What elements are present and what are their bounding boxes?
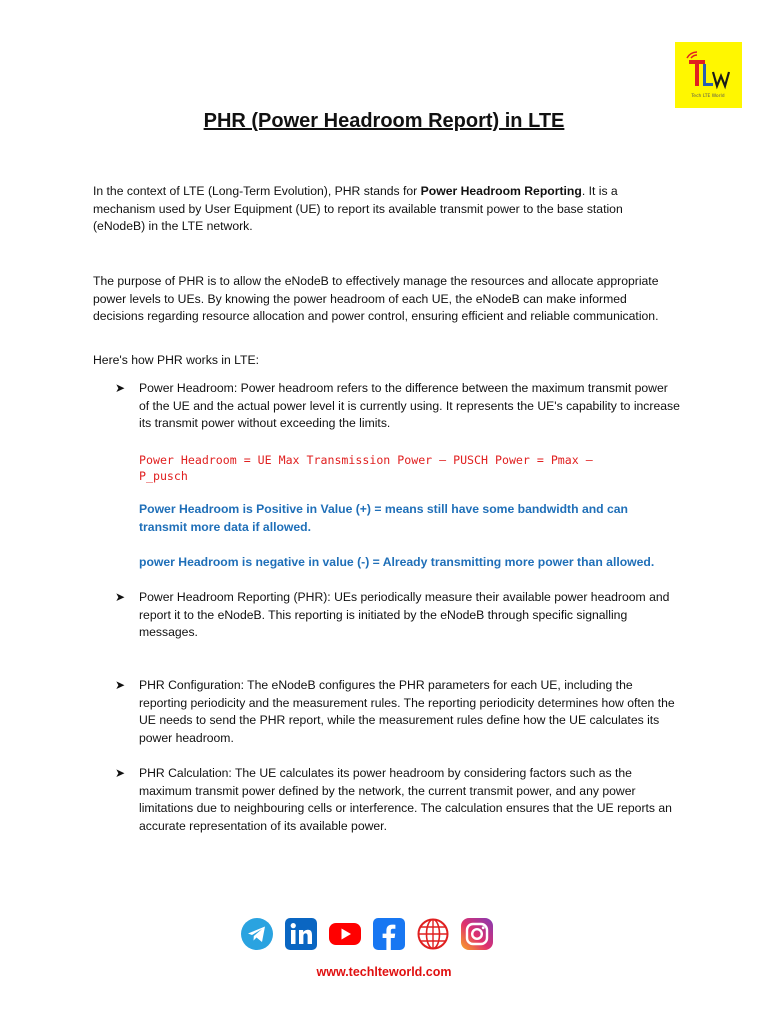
how-it-works-heading: Here's how PHR works in LTE: [93, 353, 260, 367]
list-item [115, 380, 680, 433]
telegram-icon[interactable] [240, 917, 274, 951]
list-item-text: PHR Calculation: The UE calculates its power headroom by considering factors such as the maximum transmit power defined by the network, the current transmit power, and any power limitations due to neighbouring cells or interference. The calculation ensures that the UE reports an accurate representation of its available power. [139, 766, 672, 833]
list-item [115, 765, 680, 835]
facebook-icon[interactable] [372, 917, 406, 951]
arrow-bullet-icon: ➤ [115, 590, 126, 604]
intro-text-a: In the context of LTE (Long-Term Evolution), PHR stands for [93, 184, 421, 198]
social-links [240, 917, 496, 951]
arrow-bullet-icon: ➤ [115, 678, 126, 692]
list-item-text: PHR Configuration: The eNodeB configures the PHR parameters for each UE, including the reporting periodicity and the measurement rules. The reporting periodicity determines how often the UE needs to send the PHR report, while the measurement rules define how the UE calculates its power headroom. [139, 678, 675, 745]
purpose-paragraph: The purpose of PHR is to allow the eNodeB to effectively manage the resources and allocate appropriate power levels to UEs. By knowing the power headroom of each UE, the eNodeB can make informed decisions regarding resource allocation and power control, ensuring efficient and reliable communication. [93, 274, 659, 324]
logo-text: Tech LTE World [691, 94, 725, 99]
instagram-icon[interactable] [460, 917, 494, 951]
website-link[interactable]: www.techlteworld.com [316, 965, 452, 979]
logo-graphic [675, 42, 742, 108]
negative-value-note: power Headroom is negative in value (-) = Already transmitting more power than allowed. [139, 555, 655, 569]
power-headroom-formula: Power Headroom = UE Max Transmission Power – PUSCH Power = Pmax – P_pusch [139, 453, 593, 483]
list-item [115, 677, 680, 747]
list-item [115, 589, 680, 642]
list-item-text: Power Headroom: Power headroom refers to the difference between the maximum transmit power of the UE and the actual power level it is currently using. It represents the UE's capability to increase its transmit power without exceeding the limits. [139, 381, 680, 431]
page-title: PHR (Power Headroom Report) in LTE [203, 110, 565, 132]
youtube-icon[interactable] [328, 917, 362, 951]
arrow-bullet-icon: ➤ [115, 766, 126, 780]
intro-bold-term: Power Headroom Reporting [420, 184, 582, 198]
intro-text-b: . It is a mechanism used by User Equipment (UE) to report its available transmit power to the base station (eNodeB) in the LTE network. [93, 184, 623, 234]
list-item-text: Power Headroom Reporting (PHR): UEs periodically measure their available power headroom and report it to the eNodeB. This reporting is initiated by the eNodeB through specific signalling messages. [139, 590, 670, 640]
techlteworld-logo [675, 42, 742, 108]
intro-paragraph-1 [93, 183, 678, 236]
linkedin-icon[interactable] [284, 917, 318, 951]
web-icon[interactable] [416, 917, 450, 951]
arrow-bullet-icon: ➤ [115, 381, 126, 395]
positive-value-note: Power Headroom is Positive in Value (+) = means still have some bandwidth and can transmit more data if allowed. [139, 502, 628, 534]
